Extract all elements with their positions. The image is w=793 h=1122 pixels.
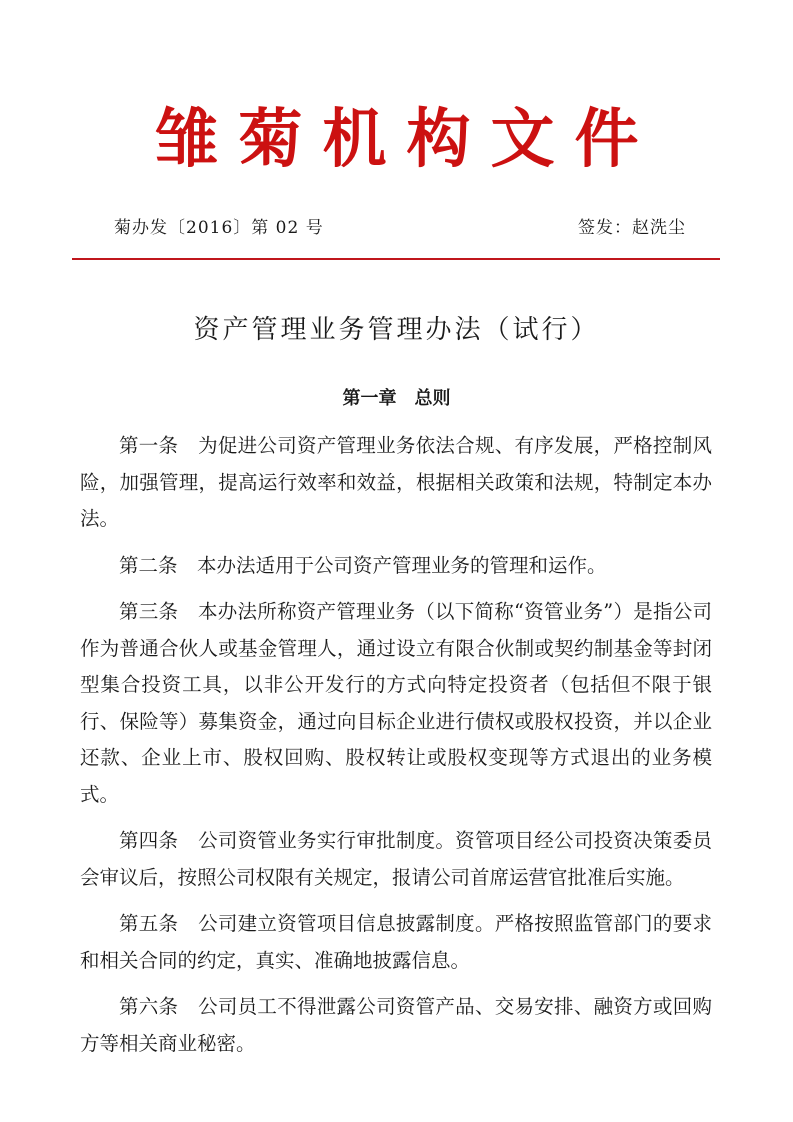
article-5: 第五条 公司建立资管项目信息披露制度。严格按照监管部门的要求和相关合同的约定，真实、准确地披露信息。 — [80, 912, 712, 972]
article-3: 第三条 本办法所称资产管理业务（以下简称“资管业务”）是指公司作为普通合伙人或基金管理人，通过设立有限合伙制或契约制基金等封闭型集合投资工具，以非公开发行的方式向特定投资者（包括但不限于银行、保险等）募集资金，通过向目标企业进行债权或股权投资，并以企业还款、企业上市、股权回购、股权转让或股权变现等方式退出的业务模式。 — [80, 600, 712, 806]
document-body — [80, 428, 712, 1072]
document-number: 菊办发〔2016〕第 02 号 — [114, 218, 324, 238]
masthead-title: 雏菊机构文件 — [154, 103, 659, 177]
chapter-heading: 第一章 总则 — [342, 388, 451, 409]
signer: 签发：赵洗尘 — [578, 218, 686, 238]
article-2: 第二条 本办法适用于公司资产管理业务的管理和运作。 — [119, 553, 607, 577]
article-4: 第四条 公司资管业务实行审批制度。资管项目经公司投资决策委员会审议后，按照公司权限有关规定，报请公司首席运营官批准后实施。 — [80, 829, 712, 889]
article-6: 第六条 公司员工不得泄露公司资管产品、交易安排、融资方或回购方等相关商业秘密。 — [80, 995, 712, 1055]
article-1: 第一条 为促进公司资产管理业务依法合规、有序发展，严格控制风险，加强管理，提高运行效率和效益，根据相关政策和法规，特制定本办法。 — [80, 434, 712, 530]
document-title: 资产管理业务管理办法（试行） — [193, 315, 600, 345]
red-separator-line — [72, 258, 720, 260]
